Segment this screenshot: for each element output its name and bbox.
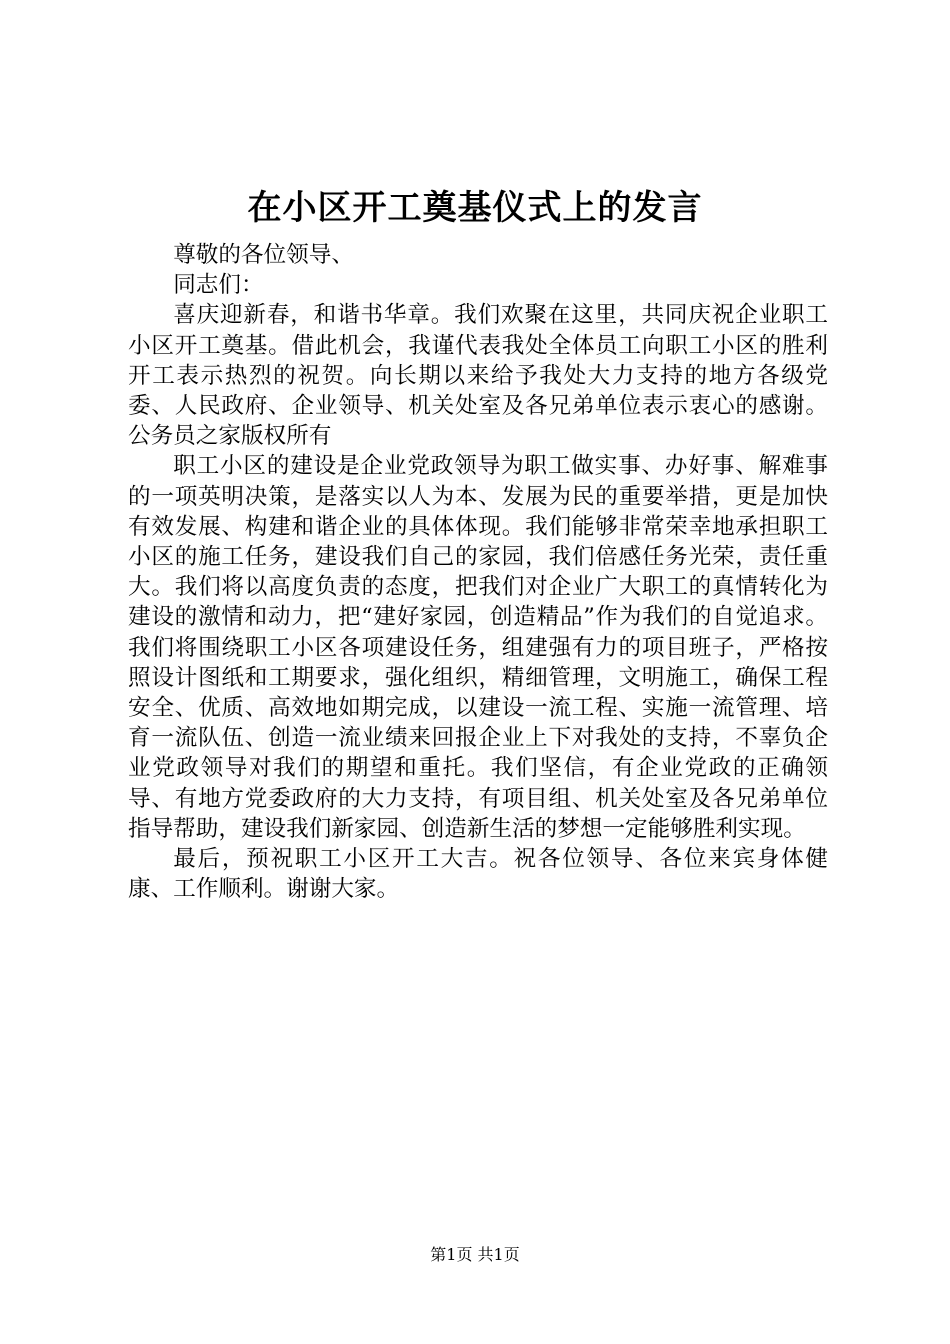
body-paragraph-2: 职工小区的建设是企业党政领导为职工做实事、办好事、解难事的一项英明决策，是落实以人为本、发展为民的重要举措，更是加快有效发展、构建和谐企业的具体体现。我们能够非常荣幸地承担职工小区的施工任务，建设我们自己的家园，我们倍感任务光荣，责任重大。我们将以高度负责的态度，把我们对企业广大职工的真情转化为建设的激情和动力，把“建好家园，创造精品”作为我们的自觉追求。我们将围绕职工小区各项建设任务，组建强有力的项目班子，严格按照设计图纸和工期要求，强化组织，精细管理，文明施工，确保工程安全、优质、高效地如期完成，以建设一流工程、实施一流管理、培育一流队伍、创造一流业绩来回报企业上下对我处的支持，不辜负企业党政领导对我们的期望和重托。我们坚信，有企业党政的正确领导、有地方党委政府的大力支持，有项目组、机关处室及各兄弟单位指导帮助，建设我们新家园、创造新生活的梦想一定能够胜利实现。 — [128, 453, 828, 842]
salutation-line-2: 同志们： — [173, 272, 264, 299]
document-body — [128, 240, 828, 904]
document-title: 在小区开工奠基仪式上的发言 — [247, 188, 703, 228]
page-number-footer: 第1页 共1页 — [430, 1245, 520, 1264]
salutation-line-1: 尊敬的各位领导、 — [173, 242, 354, 268]
body-paragraph-1: 喜庆迎新春，和谐书华章。我们欢聚在这里，共同庆祝企业职工小区开工奠基。借此机会，我谨代表我处全体员工向职工小区的胜利开工表示热烈的祝贺。向长期以来给予我处大力支持的地方各级党委、人民政府、企业领导、机关处室及各兄弟单位表示衷心的感谢。公务员之家版权所有 — [128, 302, 828, 450]
body-paragraph-3: 最后，预祝职工小区开工大吉。祝各位领导、各位来宾身体健康、工作顺利。谢谢大家。 — [128, 846, 828, 903]
